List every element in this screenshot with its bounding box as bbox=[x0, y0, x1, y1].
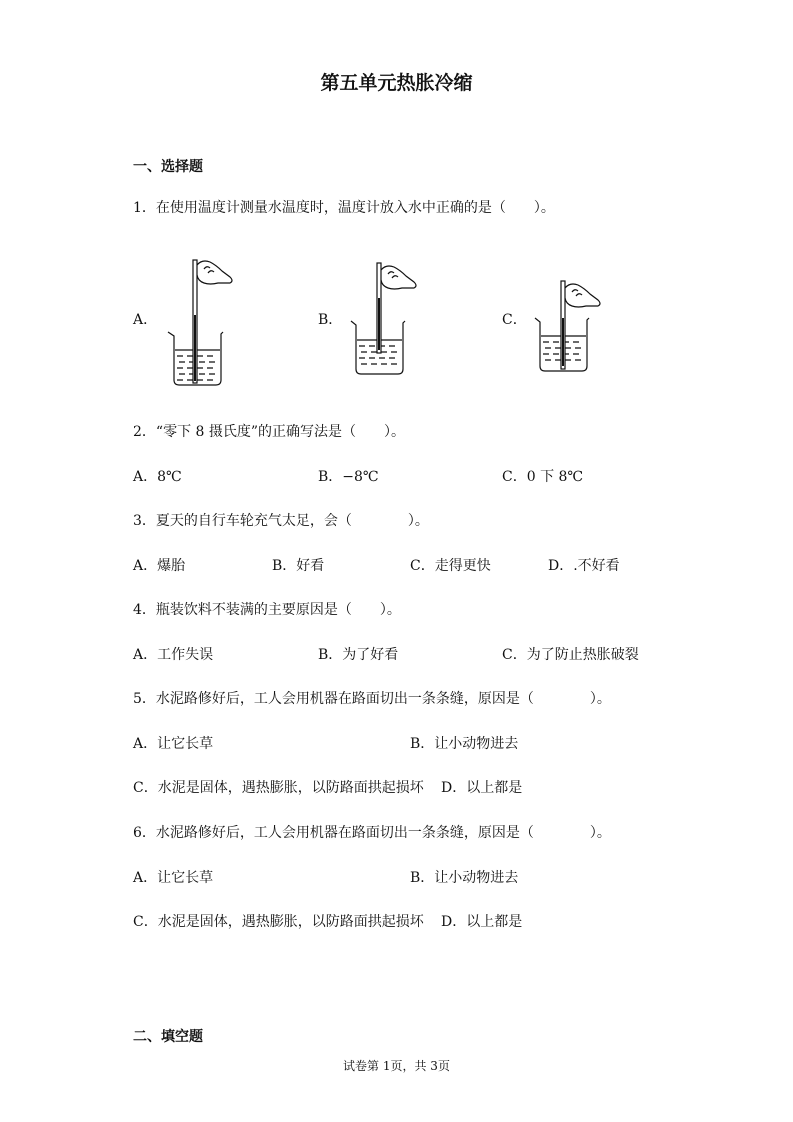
q2-option-b: B．−8℃ bbox=[318, 469, 379, 485]
question-1-text: 1．在使用温度计测量水温度时，温度计放入水中正确的是（ ）。 bbox=[133, 200, 555, 216]
q1-option-b-label: B． bbox=[318, 312, 343, 328]
q2-option-a: A．8℃ bbox=[133, 469, 182, 485]
question-5-text: 5．水泥路修好后，工人会用机器在路面切出一条条缝，原因是（ ）。 bbox=[133, 691, 611, 707]
figure-thermometer-partially-immersed bbox=[348, 258, 438, 383]
page-title: 第五单元热胀冷缩 bbox=[320, 72, 473, 94]
figure-thermometer-touching-bottom bbox=[160, 255, 250, 390]
q5-option-b: B．让小动物进去 bbox=[410, 736, 519, 752]
figure-thermometer-fully-immersed bbox=[532, 278, 612, 378]
q4-option-a: A．工作失误 bbox=[133, 647, 214, 663]
q5-option-d: D．以上都是 bbox=[441, 780, 523, 796]
q4-option-c: C．为了防止热胀破裂 bbox=[502, 647, 639, 663]
q4-option-b: B．为了好看 bbox=[318, 647, 399, 663]
q6-option-a: A．让它长草 bbox=[133, 870, 214, 886]
q6-option-d: D．以上都是 bbox=[441, 914, 523, 930]
q2-option-c: C．0 下 8℃ bbox=[502, 469, 584, 485]
q6-option-b: B．让小动物进去 bbox=[410, 870, 519, 886]
q6-option-c: C．水泥是固体，遇热膨胀，以防路面拱起损坏 bbox=[133, 914, 424, 930]
q3-option-a: A．爆胎 bbox=[133, 558, 186, 574]
question-3-text: 3．夏天的自行车轮充气太足，会（ ）。 bbox=[133, 513, 429, 529]
section-heading-choice: 一、选择题 bbox=[133, 159, 203, 175]
section-heading-fill-blank: 二、填空题 bbox=[133, 1029, 203, 1045]
page-footer: 试卷第 1页，共 3页 bbox=[343, 1059, 450, 1073]
question-2-text: 2．“零下 8 摄氏度”的正确写法是（ ）。 bbox=[133, 424, 406, 440]
q3-option-b: B．好看 bbox=[272, 558, 325, 574]
q5-option-a: A．让它长草 bbox=[133, 736, 214, 752]
q5-option-c: C．水泥是固体，遇热膨胀，以防路面拱起损坏 bbox=[133, 780, 424, 796]
q1-option-c-label: C． bbox=[502, 312, 527, 328]
question-6-text: 6．水泥路修好后，工人会用机器在路面切出一条条缝，原因是（ ）。 bbox=[133, 825, 611, 841]
q1-option-a-label: A． bbox=[133, 312, 158, 328]
q3-option-c: C．走得更快 bbox=[410, 558, 491, 574]
question-4-text: 4．瓶装饮料不装满的主要原因是（ ）。 bbox=[133, 602, 401, 618]
q3-option-d: D．.不好看 bbox=[548, 558, 620, 574]
